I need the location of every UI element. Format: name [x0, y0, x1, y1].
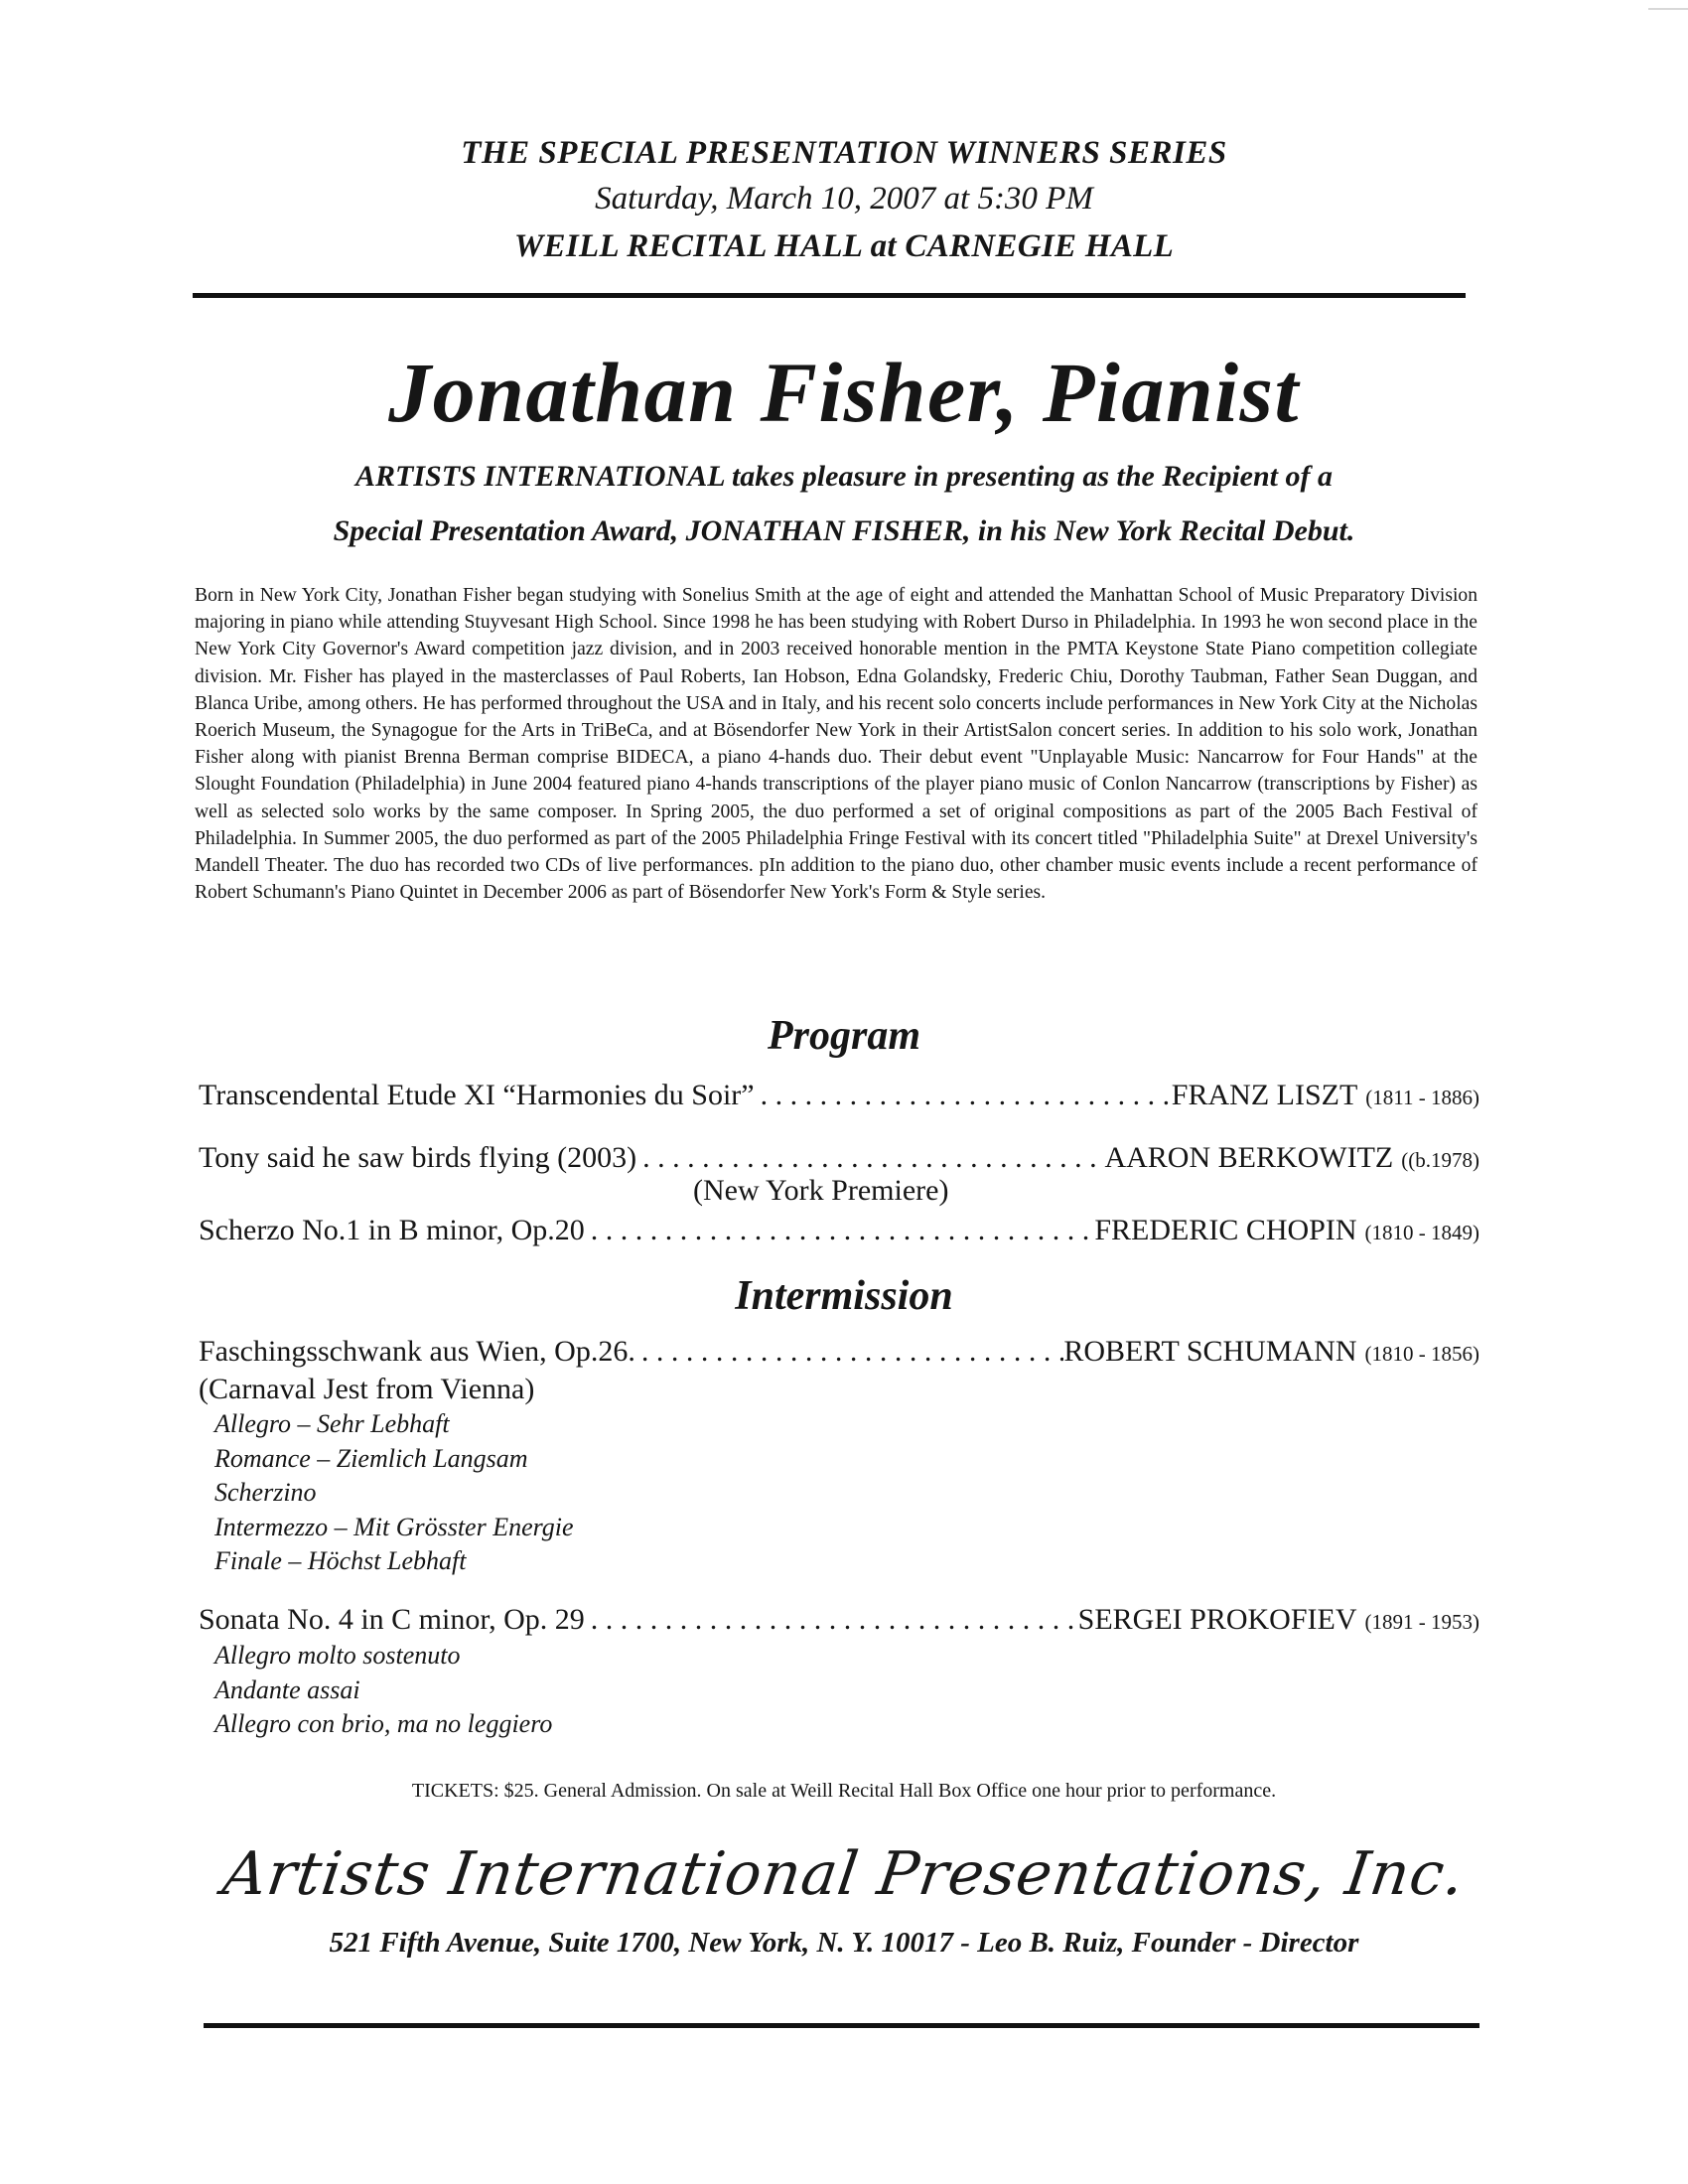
- movement: Scherzino: [214, 1478, 317, 1507]
- work-title: Faschingsschwank aus Wien, Op.26.: [199, 1335, 635, 1368]
- movement: Allegro con brio, ma no leggiero: [214, 1709, 553, 1738]
- page-title: Jonathan Fisher, Pianist: [388, 345, 1300, 440]
- composer-name: ROBERT SCHUMANN: [1063, 1335, 1357, 1368]
- composer-dates: (1810 - 1856): [1364, 1342, 1479, 1366]
- event-venue: WEILL RECITAL HALL at CARNEGIE HALL: [513, 228, 1175, 264]
- composer-dates: ((b.1978): [1401, 1148, 1479, 1172]
- top-divider: [193, 293, 1466, 298]
- composer-name: FRANZ LISZT: [1171, 1079, 1358, 1111]
- event-date-time: Saturday, March 10, 2007 at 5:30 PM: [595, 181, 1093, 217]
- composer-dates: (1891 - 1953): [1364, 1610, 1479, 1634]
- dot-leader: [585, 1212, 1095, 1249]
- composer-name: AARON BERKOWITZ: [1104, 1141, 1394, 1174]
- movement: Romance – Ziemlich Langsam: [214, 1443, 528, 1473]
- program-item: [199, 1601, 1479, 1641]
- movement: Finale – Höchst Lebhaft: [214, 1546, 467, 1575]
- series-title: THE SPECIAL PRESENTATION WINNERS SERIES: [461, 135, 1227, 171]
- movement: Andante assai: [214, 1674, 360, 1704]
- ticket-info: TICKETS: $25. General Admission. On sale at Weill Recital Hall Box Office one hour prior to performance.: [411, 1780, 1277, 1802]
- movement: Allegro – Sehr Lebhaft: [214, 1409, 450, 1438]
- composer-name: FREDERIC CHOPIN: [1094, 1214, 1357, 1246]
- program-item: [199, 1333, 1479, 1373]
- composer-dates: (1811 - 1886): [1365, 1086, 1479, 1109]
- work-title: Sonata No. 4 in C minor, Op. 29: [199, 1603, 585, 1636]
- work-title: Scherzo No.1 in B minor, Op.20: [199, 1214, 585, 1246]
- organization-address: 521 Fifth Avenue, Suite 1700, New York, N. Y. 10017 - Leo B. Ruiz, Founder - Director: [329, 1927, 1359, 1959]
- composer-dates: (1810 - 1849): [1364, 1221, 1479, 1244]
- intermission-heading: Intermission: [735, 1273, 953, 1319]
- artist-biography: Born in New York City, Jonathan Fisher began studying with Sonelius Smith at the age of eight and attended the Manhattan School of Music Preparatory Division majoring in piano while attending Stuyvesant High School. Since 1998 he has been studying with Robert Durso in Philadelphia. In 1993 he won second place in the New York City Governor's Award competition jazz division, and in 2003 received honorable mention in the PMTA Keystone State Piano competition collegiate division. Mr. Fisher has played in the masterclasses of Paul Roberts, Ian Hobson, Edna Golandsky, Frederic Chiu, Dorothy Taubman, Father Sean Duggan, and Blanca Uribe, among others. He has performed throughout the USA and in Italy, and his recent solo concerts include performances in New York City at the Nicholas Roerich Museum, the Synagogue for the Arts in TriBeCa, and at Bösendorfer New York in their ArtistSalon concert series. In addition to his solo work, Jonathan Fisher along with pianist Brenna Berman comprise BIDECA, a piano 4-hands duo. Their debut event "Unplayable Music: Nancarrow for Four Hands" at the Slought Foundation (Philadelphia) in June 2004 featured piano 4-hands transcriptions of the player piano music of Conlon Nancarrow (transcriptions by Fisher) as well as selected solo works by the same composer. In Spring 2005, the duo performed a set of original compositions as part of the 2005 Bach Festival of Philadelphia. In Summer 2005, the duo performed as part of the 2005 Philadelphia Fringe Festival with its concert titled "Philadelphia Suite" at Drexel University's Mandell Theater. The duo has recorded two CDs of live performances. pIn addition to the piano duo, other chamber music events include a recent performance of Robert Schumann's Piano Quintet in December 2006 as part of Bösendorfer New York's Form & Style series.: [195, 585, 1477, 904]
- work-title: Transcendental Etude XI “Harmonies du Soir”: [199, 1079, 755, 1111]
- scan-edge-mark: [1648, 8, 1688, 10]
- organization-logo-script: Artists International Presentations, Inc.: [218, 1839, 1470, 1909]
- movement-list: [214, 1639, 552, 1742]
- bottom-divider: [204, 2023, 1479, 2028]
- program-item: [199, 1212, 1479, 1251]
- program-heading: Program: [767, 1013, 920, 1059]
- premiere-note: (New York Premiere): [693, 1174, 949, 1207]
- dot-leader: [585, 1601, 1078, 1639]
- movement-list: [214, 1407, 574, 1579]
- composer-name: SERGEI PROKOFIEV: [1077, 1603, 1357, 1636]
- work-subtitle: (Carnaval Jest from Vienna): [199, 1373, 535, 1405]
- program-item: [199, 1077, 1479, 1116]
- intro-line-2: Special Presentation Award, JONATHAN FISHER, in his New York Recital Debut.: [333, 514, 1355, 547]
- work-title: Tony said he saw birds flying (2003): [199, 1141, 637, 1174]
- dot-leader: [755, 1077, 1172, 1114]
- intro-line-1: ARTISTS INTERNATIONAL takes pleasure in presenting as the Recipient of a: [355, 460, 1333, 493]
- dot-leader: [635, 1333, 1063, 1371]
- movement: Allegro molto sostenuto: [214, 1641, 461, 1670]
- movement: Intermezzo – Mit Grösster Energie: [214, 1512, 574, 1541]
